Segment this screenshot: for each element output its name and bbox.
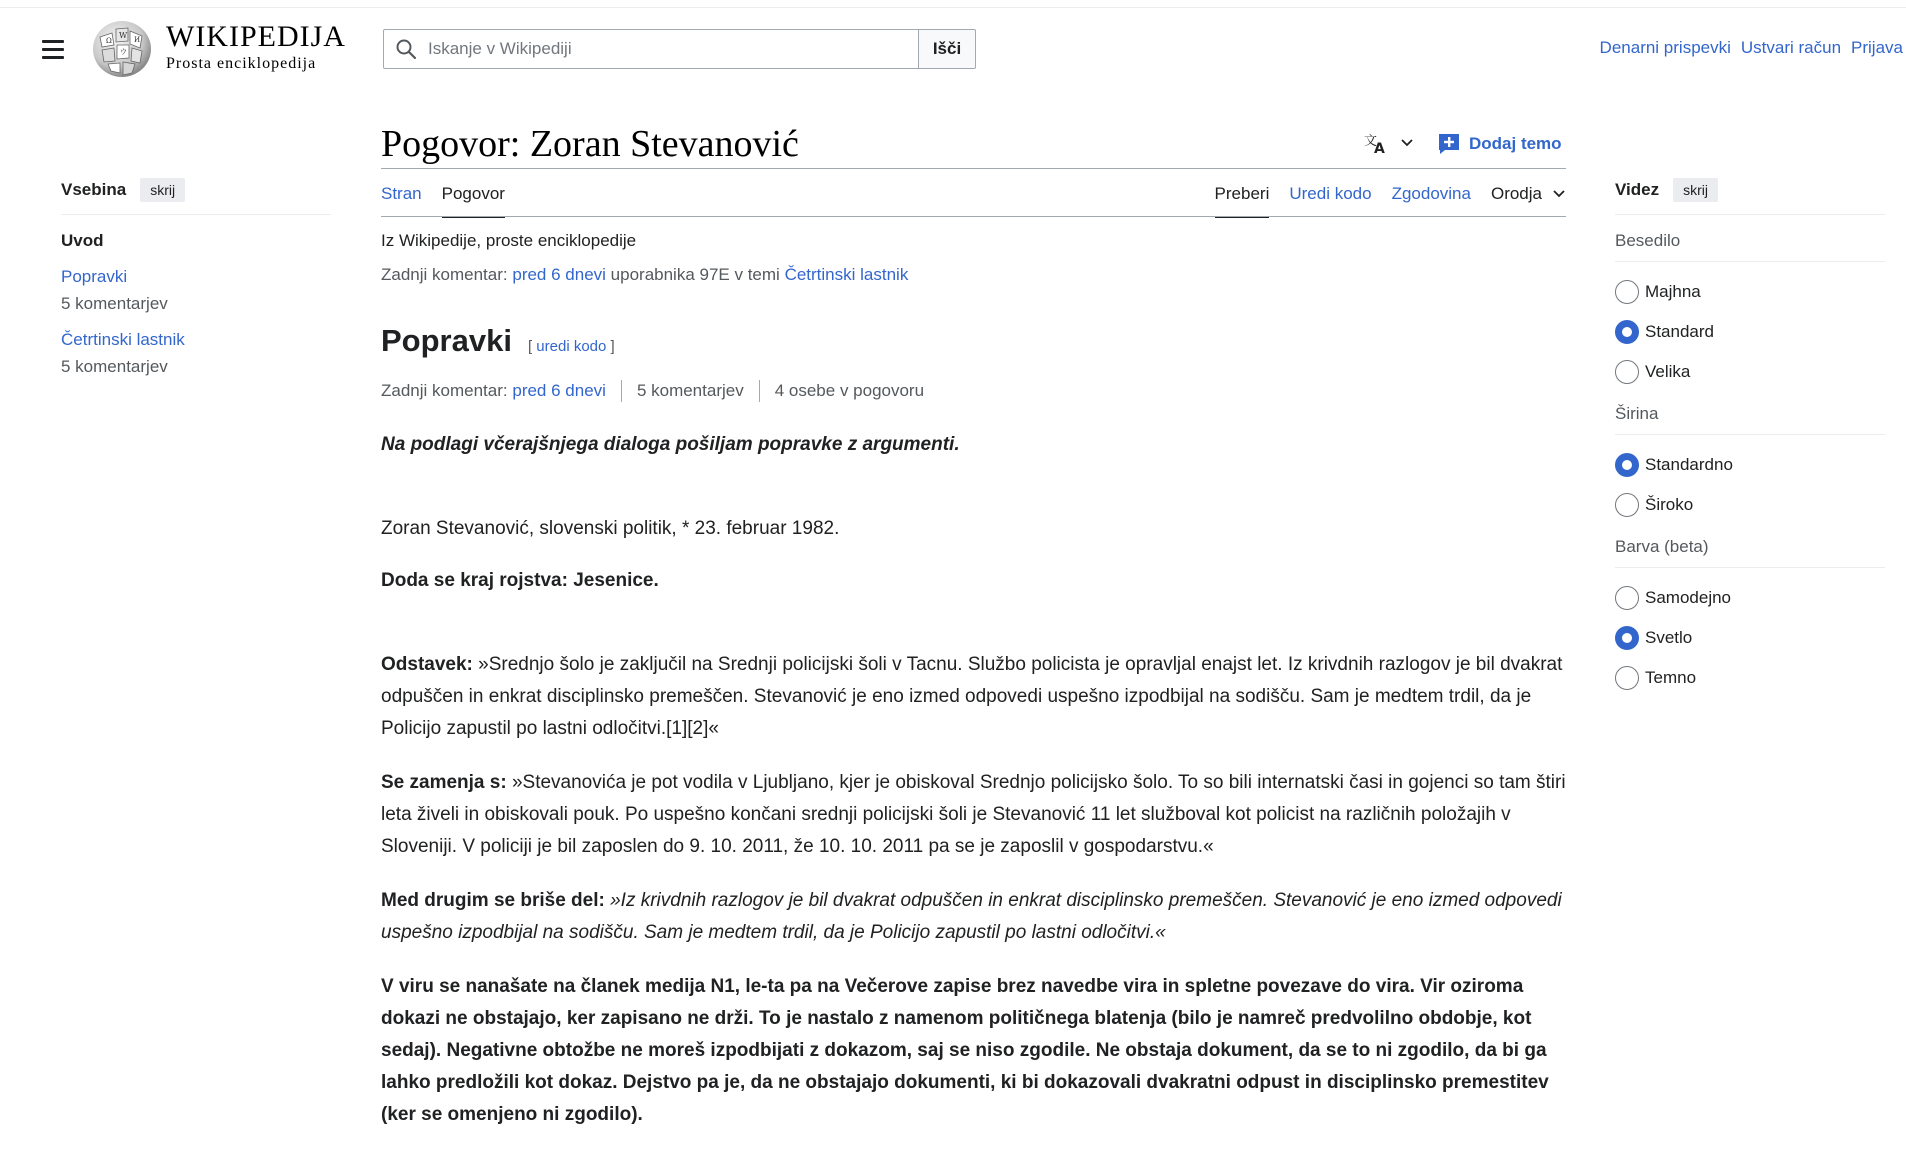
translate-icon [1364,132,1390,154]
tab-pogovor[interactable]: Pogovor [442,184,505,218]
last-comment-topic-link[interactable]: Četrtinski lastnik [784,265,909,284]
appearance-title: Videz [1615,180,1660,199]
tab-orodja[interactable] [1491,184,1566,216]
radio-checked[interactable] [1615,626,1639,650]
svg-text:ウ: ウ [120,48,127,56]
tab-stran[interactable]: Stran [381,184,422,203]
edit-section-link[interactable]: uredi kodo [536,338,607,355]
section-title: Popravki [381,323,512,358]
toc-item-link[interactable]: Popravki [61,267,128,286]
svg-text:文: 文 [1364,134,1378,149]
appearance-hide-button[interactable]: skrij [1673,178,1718,202]
search-input[interactable] [426,38,896,60]
option-majhna[interactable]: Majhna [1615,280,1885,304]
namespace-tabs [381,184,505,218]
add-topic-button[interactable] [1437,132,1562,156]
page-title: Pogovor: Zoran Stevanović [381,123,799,165]
comment-paragraph: V viru se nanašate na članek medija N1, le-ta pa na Večerove zapise brez navedbe vira in spletne povezave do vira. Vir oziroma dokazi ne obstajajo, ker zapisano ne drži. To je nastalo z namenom političnega blatenja (bilo je namreč predvolilno obdobje, kot sedaj). Negativne obtožbe ne moreš izpodbijati z dokazom, saj se niso zgodile. Ne obstaja dokument, da se to ni zgodilo, da bi ga lahko predložili kot dokaz. Dejstvo pa je, da ne obstajajo dokumenti, ki bi dokazovali dvakratni odpust in disciplinsko premestitev (ker se omenjeno ni zgodilo). [381,976,1549,1125]
comment-lede: Na podlagi včerajšnjega dialoga pošiljam popravke z argumenti. [381,434,960,455]
user-links [1600,38,1903,58]
toc-hide-button[interactable]: skrij [140,178,185,202]
search-icon [396,39,416,59]
option-svetlo[interactable]: Svetlo [1615,626,1885,650]
tab-uredi-kodo[interactable]: Uredi kodo [1289,184,1372,203]
chevron-down-icon [1552,189,1566,199]
toc-item-count: 5 komentarjev [61,357,168,376]
add-topic-label: Dodaj temo [1469,134,1562,153]
login-link[interactable]: Prijava [1851,38,1903,57]
comment-count: 5 komentarjev [636,381,744,400]
svg-text:W: W [119,31,128,40]
last-comment-time-link[interactable]: pred 6 dnevi [512,265,606,284]
search-form [383,29,976,69]
radio-unchecked[interactable] [1615,280,1639,304]
radio-unchecked[interactable] [1615,586,1639,610]
language-button[interactable] [1364,132,1414,154]
text-size-group: Besedilo Majhna Standard Velika [1615,231,1885,396]
top-border [0,7,1906,8]
radio-unchecked[interactable] [1615,666,1639,690]
main-content [381,228,1566,1131]
comment-paragraph: Se zamenja s: »Stevanovića je pot vodila v Ljubljano, kjer je obiskoval Srednjo policijsko šolo. To so bili internatski časi in gojenci so tam štiri leta živeli in obiskovali pouk. Po uspešno končani srednji policijski šoli je Stevanović 11 let služboval kot policist na različnih položajih v Sloveniji. V policiji je bil zaposlen do 9. 10. 2011, že 10. 10. 2011 pa se je zaposlil v gospodarstvu.« [381,772,1566,857]
wikipedia-wordmark[interactable] [166,20,346,73]
comment-paragraph: Med drugim se briše del: »Iz krivdnih razlogov je bil dvakrat odpuščen in enkrat disciplinsko premeščen. Stevanović je eno izmed odpovedi uspešno izpodbijal na sodišču. Sam je medtem trdil, da je Policijo zapustil po lastni odločitvi.« [381,890,1562,943]
people-count: 4 osebe v pogovoru [774,381,925,400]
toc-item-count: 5 komentarjev [61,294,168,313]
donate-link[interactable]: Denarni prispevki [1599,38,1731,57]
radio-checked[interactable] [1615,453,1639,477]
svg-text:A: A [1374,141,1385,154]
search-button[interactable]: Išči [919,29,976,69]
comment-paragraph: Doda se kraj rojstva: Jesenice. [381,570,659,591]
toc-item-link[interactable]: Četrtinski lastnik [61,330,185,349]
comment-paragraph: Zoran Stevanović, slovenski politik, * 23. februar 1982. [381,518,840,539]
tab-preberi[interactable]: Preberi [1215,184,1270,218]
appearance-panel [1615,178,1885,702]
wordmark-subtitle: Prosta enciklopedija [166,55,317,72]
section-meta: Zadnji komentar: pred 6 dnevi 5 komentarjev 4 osebe v pogovoru [381,375,1566,407]
toc-item-intro[interactable]: Uvod [61,231,104,250]
hamburger-icon [42,40,64,43]
add-speech-bubble-icon [1437,132,1461,156]
view-tabs [1215,184,1566,218]
width-group: Širina Standardno Široko [1615,404,1885,529]
create-account-link[interactable]: Ustvari račun [1740,38,1842,57]
option-siroko[interactable]: Široko [1615,493,1885,517]
edit-section: [ uredi kodo ] [527,338,615,355]
wikipedia-globe-icon[interactable] [90,19,154,79]
option-temno[interactable]: Temno [1615,666,1885,690]
tab-zgodovina[interactable]: Zgodovina [1391,184,1471,203]
last-comment-info: Zadnji komentar: pred 6 dnevi uporabnika 97E v temi Četrtinski lastnik [381,265,909,284]
comment-paragraph: Odstavek: »Srednjo šolo je zaključil na Srednji policijski šoli v Tacnu. Službo policista je opravljal enajst let. Iz krivdnih razlogov je bil dvakrat odpuščen in enkrat disciplinsko premeščen. Stevanović je eno izmed odpovedi uspešno izpodbijal na sodišču. Sam je medtem trdil, da je Policijo zapustil po lastni odločitvi.[1][2]« [381,654,1563,739]
table-of-contents [61,178,331,377]
toc-title: Vsebina [61,180,127,199]
color-group: Barva (beta) Samodejno Svetlo Temno [1615,537,1885,702]
radio-unchecked[interactable] [1615,493,1639,517]
site-tagline: Iz Wikipedije, proste enciklopedije [381,231,637,250]
toc-item [61,330,331,377]
toc-item [61,267,331,314]
tabs-divider [381,216,1566,217]
option-standardno[interactable]: Standardno [1615,453,1885,477]
svg-text:И: И [134,36,141,44]
main-menu-button[interactable] [36,32,70,66]
option-standard[interactable]: Standard [1615,320,1885,344]
svg-text:Ω: Ω [106,37,112,45]
tools-label: Orodja [1490,184,1542,203]
section-time-link[interactable]: pred 6 dnevi [512,381,606,400]
search-field-wrapper[interactable] [383,29,919,69]
section-heading [381,322,1566,363]
wordmark-title: WIKIPEDIJA [166,20,346,53]
radio-checked[interactable] [1615,320,1639,344]
option-velika[interactable]: Velika [1615,360,1885,384]
radio-unchecked[interactable] [1615,360,1639,384]
title-divider [381,168,1566,169]
chevron-down-icon [1400,138,1414,148]
option-samodejno[interactable]: Samodejno [1615,586,1885,610]
